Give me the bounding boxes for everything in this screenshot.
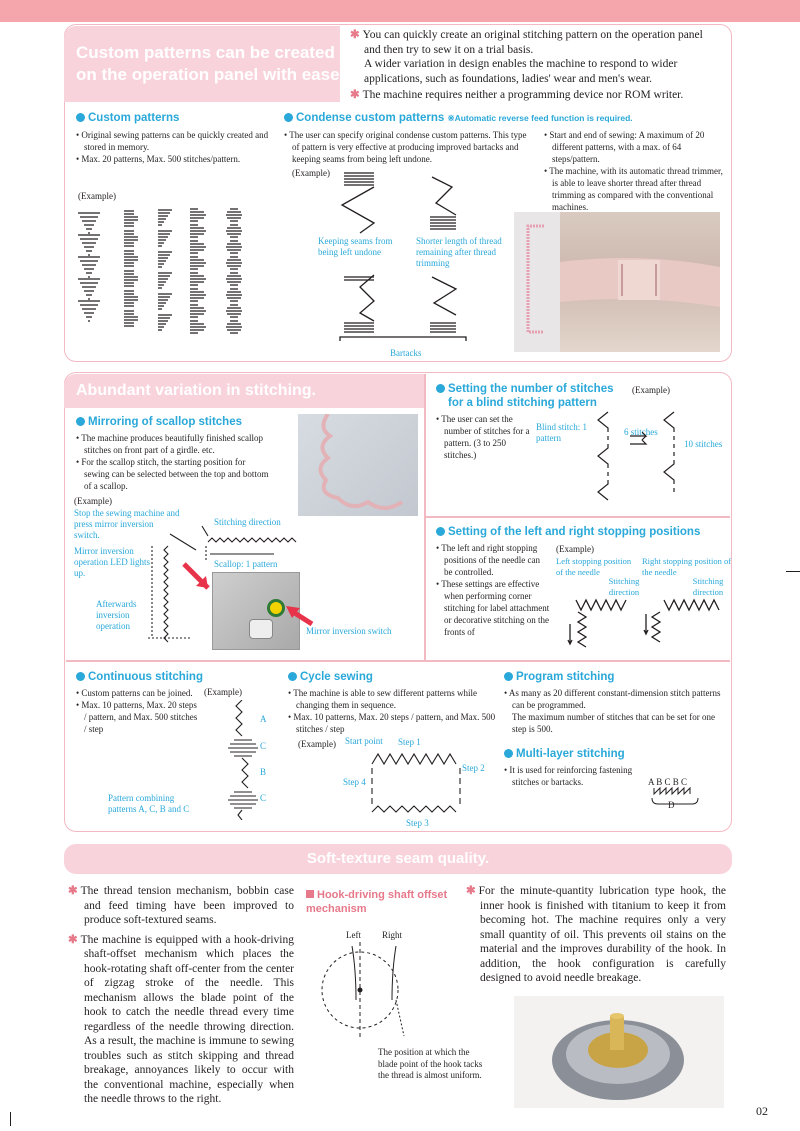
cycle-text: • The machine is able to sew different patterns while changing them in sequence. • Max. 10 patterns, Max. 20 steps / pattern, and Max. 500 stitches / step — [288, 688, 496, 734]
asterisk-icon: ✱ — [466, 885, 476, 897]
mirroring-example-label: (Example) — [74, 496, 112, 506]
photo-stitched-fabric — [514, 212, 560, 352]
bullet-dot-icon — [436, 384, 445, 393]
cycle-diagram — [366, 744, 466, 822]
soft-text-left: ✱ The thread tension mechanism, bobbin case and feed timing have been improved to produce soft-textured seams. ✱ The machine is equipped with a hook-driving shaft-offset mechanism which places the hook-rotating shaft off-center from the center of zigzag stroke of the needle. This mechanism allows the blade point of the hook to catch the needle thread every time regardless of the needle throwing direction. As a result, the machine is immune to sewing troubles such as stitch skipping and thread breakage, annoyances likely to occur with the conventional machine, especially when the needle throws to the right. — [68, 885, 294, 1105]
crop-mark-left — [10, 1112, 11, 1126]
label-10-stitches: 10 stitches — [684, 439, 723, 449]
label-6-stitches: 6 stitches — [624, 427, 658, 437]
red-arrows — [178, 560, 318, 630]
hook-photo-drawing — [514, 996, 724, 1108]
bullet-dot-icon — [76, 672, 85, 681]
label-keeping-seams: Keeping seams from being left undone — [318, 236, 393, 257]
bullet-dot-icon — [76, 113, 85, 122]
label-stitching-direction: Stitching direction — [214, 517, 281, 527]
mirroring-text: • The machine produces beautifully finished scallop stitches on front part of a girdle. etc. • For the scallop stitch, the starting position for sewing can be selected between the top and bottom of a scallop. — [76, 433, 269, 491]
label-blind-pattern: Blind stitch: 1 pattern — [536, 422, 588, 443]
asterisk-icon: ✱ — [350, 89, 360, 101]
condense-text-left: • The user can specify original condense custom patterns. This type of pattern is very effective at producing improved bartacks and keeping seams from being left undone. — [284, 130, 527, 164]
label-afterwards: Afterwards inversion operation — [96, 599, 137, 631]
multilayer-d: D — [668, 800, 675, 810]
section-title-abundant: Abundant variation in stitching. — [76, 382, 316, 399]
label-step1: Step 1 — [398, 737, 421, 747]
multilayer-sequence: A B C B C — [648, 777, 688, 787]
divider-horizontal-2 — [66, 660, 730, 662]
bullet-dot-icon — [288, 672, 297, 681]
custom-pattern-samples — [72, 205, 252, 340]
section-title-custom: Custom patterns can be created on the operation panel with ease. — [76, 43, 345, 84]
label-step4: Step 4 — [343, 777, 366, 787]
continuous-example-label: (Example) — [204, 687, 242, 697]
blind-text: • The user can set the number of stitches for a pattern. (3 to 250 stitches.) — [436, 414, 530, 460]
heading-stopping: Setting of the left and right stopping positions — [436, 526, 700, 538]
top-color-band — [0, 0, 800, 22]
label-step2: Step 2 — [462, 763, 485, 773]
cycle-example-label: (Example) — [298, 739, 336, 749]
heading-blind: Setting the number of stitches for a blind stitching pattern — [436, 382, 614, 410]
photo-bra-strap — [560, 212, 720, 352]
letter-c2: C — [260, 793, 267, 803]
label-stop-direction-left: Stitching direction — [608, 576, 640, 597]
multilayer-text: • It is used for reinforcing fastening stitches or bartacks. — [504, 765, 633, 787]
heading-mirroring: Mirroring of scallop stitches — [76, 416, 242, 428]
section-title-soft: Soft-texture seam quality. — [306, 850, 490, 867]
condense-text-right: • Start and end of sewing: A maximum of 20 different patterns, with a max. of 64 steps/pattern. • The machine, with its automatic thread trimmer, is able to leave shorter thread after thread trimming as compared with the conventional machines. — [544, 130, 723, 212]
label-stop-press: Stop the sewing machine and press mirror inversion switch. — [74, 508, 180, 540]
bullet-dot-icon — [504, 749, 513, 758]
label-shorter-thread: Shorter length of thread remaining after thread trimming — [416, 236, 502, 268]
page-number: 02 — [756, 1104, 768, 1118]
letter-a: A — [260, 714, 267, 724]
label-start-point: Start point — [345, 736, 383, 746]
blind-stitch-diagram — [590, 408, 690, 508]
label-mirror-switch: Mirror inversion switch — [306, 626, 392, 636]
multilayer-diagram — [648, 786, 702, 810]
heading-continuous: Continuous stitching — [76, 671, 203, 683]
bullet-dot-icon — [436, 527, 445, 536]
stopping-diagram — [564, 594, 734, 654]
label-left-stop: Left stopping position of the needle — [556, 556, 632, 577]
label-pattern-combining: Pattern combining patterns A, C, B and C — [108, 793, 190, 814]
heading-cycle: Cycle sewing — [288, 671, 373, 683]
label-left: Left — [346, 930, 361, 940]
heading-custom-patterns: Custom patterns — [76, 112, 179, 124]
photo-scallop — [298, 414, 418, 516]
label-scallop-pattern: Scallop: 1 pattern — [214, 559, 278, 569]
continuous-text: • Custom patterns can be joined. • Max. 10 patterns, Max. 20 steps / pattern, and Max. 500 stitches / step — [76, 688, 198, 734]
photo-hook — [514, 996, 724, 1108]
letter-c1: C — [260, 741, 267, 751]
bartack-photo-drawing — [514, 212, 560, 352]
bullet-dot-icon — [76, 417, 85, 426]
letter-b: B — [260, 767, 267, 777]
scallop-photo-drawing — [298, 414, 418, 516]
stopping-text: • The left and right stopping positions of the needle can be controlled. • These settings are effective when performing corner stitching for label attachment or decorative stitching on the fronts of — [436, 543, 550, 637]
label-right-stop: Right stopping position of the needle — [642, 556, 732, 577]
example-label: (Example) — [78, 191, 116, 201]
divider-horizontal — [424, 516, 730, 518]
strap-photo-drawing — [560, 212, 720, 352]
heading-condense: Condense custom patterns ※Automatic reverse feed function is required. — [284, 112, 633, 124]
label-bartacks: Bartacks — [390, 348, 422, 358]
soft-text-right: ✱ For the minute-quantity lubrication type hook, the inner hook is finished with titanium to keep it from becoming hot. The machine requires only a very small quantity of oil. This prevents oil stains on the material and the improves durability of the hook. In addition, the hook configuration is carefully designed to avoid needle breakage. — [466, 885, 726, 984]
label-stop-direction-right: Stitching direction — [692, 576, 724, 597]
label-step3: Step 3 — [406, 818, 429, 828]
bullet-dot-icon — [504, 672, 513, 681]
stopping-example-label: (Example) — [556, 544, 594, 554]
condense-example-label: (Example) — [292, 168, 330, 178]
square-bullet-icon — [306, 890, 314, 898]
asterisk-icon: ✱ — [68, 933, 78, 946]
asterisk-icon: ✱ — [350, 29, 360, 41]
blind-example-label: (Example) — [632, 385, 670, 395]
bullet-dot-icon — [284, 113, 293, 122]
heading-hook-mechanism: Hook-driving shaft offset mechanism — [306, 889, 448, 915]
intro-text: ✱ You can quickly create an original stitching pattern on the operation panel and then try to sew it on a trial basis. A wider variation in design enables the machine to respond to wider applications, such as foundations, ladies' wear and men's wear. ✱ The machine requires neither a programming device nor ROM writer. — [350, 29, 703, 101]
program-text: • As many as 20 different constant-dimension stitch patterns can be programmed. The maximum number of stitches that can be set for one step is 500. — [504, 688, 721, 734]
asterisk-icon: ✱ — [68, 885, 78, 897]
heading-program: Program stitching — [504, 671, 614, 683]
custom-patterns-text: • Original sewing patterns can be quickly created and stored in memory. • Max. 20 patterns, Max. 500 stitches/pattern. — [76, 130, 269, 164]
hook-caption: The position at which the blade point of the hook tacks the thread is almost uniform. — [378, 1047, 483, 1080]
hook-offset-diagram — [316, 940, 436, 1040]
label-right: Right — [382, 930, 403, 940]
crop-mark-right — [786, 571, 800, 572]
label-led: Mirror inversion operation LED lights up. — [74, 546, 150, 578]
heading-multilayer: Multi-layer stitching — [504, 748, 625, 760]
